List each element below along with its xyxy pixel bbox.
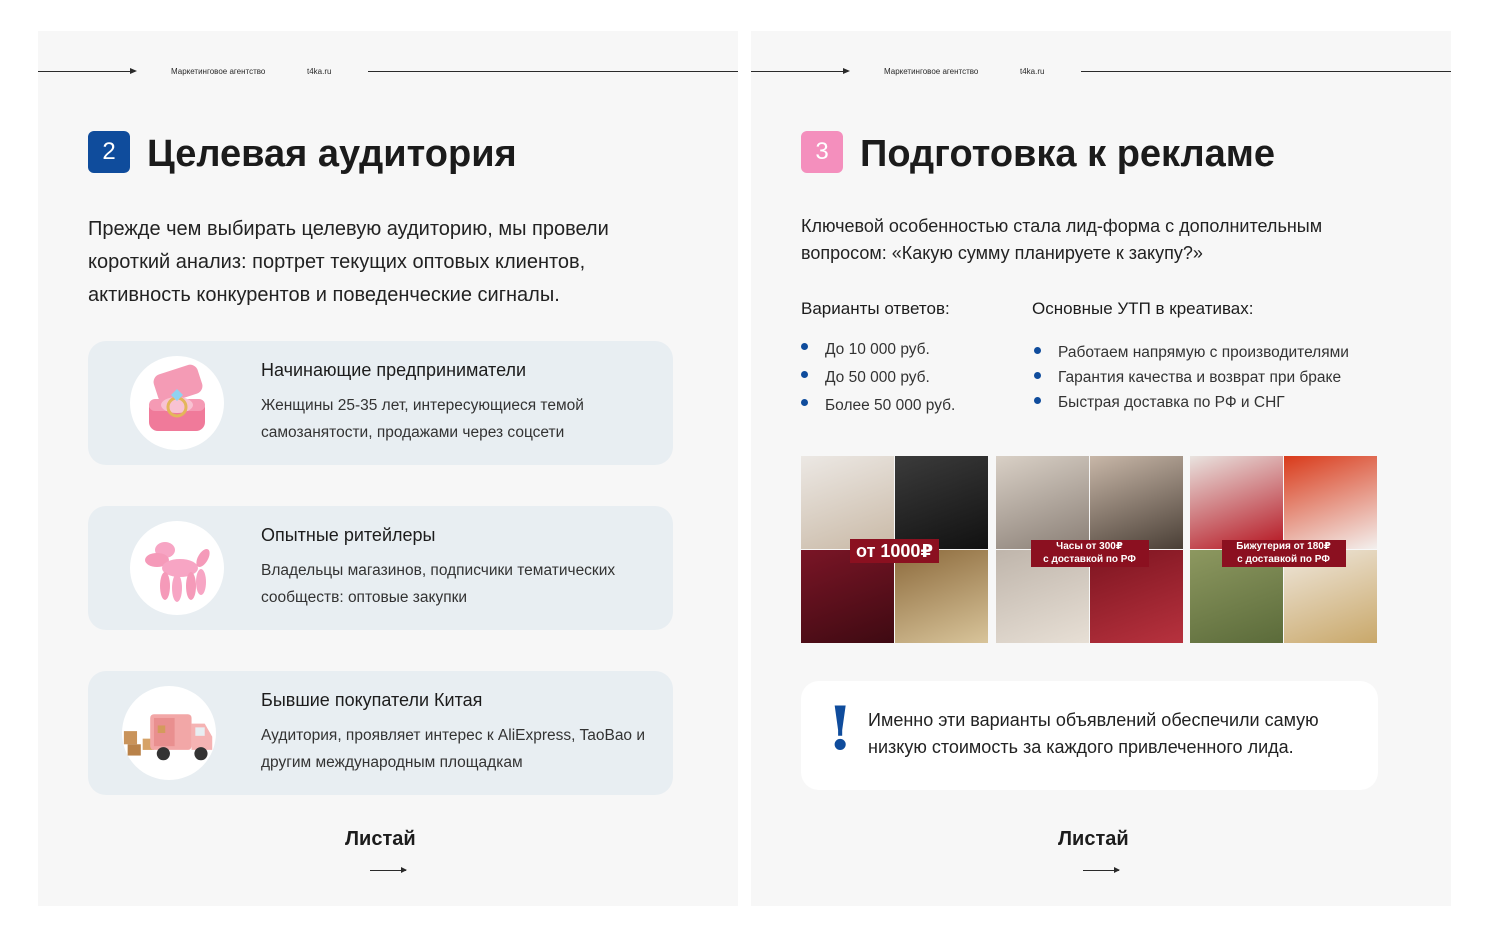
step-number-badge: 2 [88, 131, 130, 173]
slide-target-audience [38, 31, 738, 906]
watches-photo [996, 456, 1089, 549]
card-title: Начинающие предприниматели [261, 360, 527, 380]
list-item: Более 50 000 руб. [801, 392, 955, 420]
bullet-icon [801, 371, 808, 378]
lead-text: Ключевой особенностью стала лид-форма с дополнительным вопросом: «Какую сумму планируете к закупу?» [801, 216, 1323, 263]
header-arrow-line [751, 71, 848, 72]
answers-list [801, 336, 955, 420]
slide-title: Целевая аудитория [147, 133, 517, 175]
bags-photo [801, 456, 894, 549]
creative-watches [996, 456, 1183, 643]
delivery-truck-icon [122, 686, 216, 780]
slide-ad-preparation [751, 31, 1451, 906]
bags-photo [895, 456, 988, 549]
step-number-badge: 3 [801, 131, 843, 173]
card-description: Аудитория, проявляет интерес к AliExpress, TaoBao и другим международным площадкам [261, 727, 646, 771]
jewelry-photo [1190, 456, 1283, 549]
ring-box-icon [130, 356, 224, 450]
intro-text: Прежде чем выбирать целевую аудиторию, мы провели короткий анализ: портрет текущих оптовых клиентов, активность конкурентов и поведенческие сигналы. [88, 218, 609, 306]
arrow-right-icon[interactable] [370, 870, 406, 871]
bullet-icon [1034, 347, 1041, 354]
creative-jewelry [1190, 456, 1377, 643]
card-description: Женщины 25-35 лет, интересующиеся темой самозанятости, продажами через соцсети [261, 397, 584, 441]
watches-photo [1090, 456, 1183, 549]
creative-price-label: Часы от 300₽ с доставкой по РФ [996, 540, 1183, 567]
agency-label: Маркетинговое агентство [884, 67, 979, 76]
card-title: Опытные ритейлеры [261, 525, 436, 545]
creative-price-label: от 1000₽ [801, 539, 988, 563]
creative-bags [801, 456, 988, 643]
audience-card [88, 671, 673, 795]
bags-photo [895, 550, 988, 643]
swipe-label[interactable]: Листай [345, 828, 416, 850]
slide-header [38, 67, 738, 77]
jewelry-photo [1284, 456, 1377, 549]
bags-photo [801, 550, 894, 643]
balloon-dog-icon [130, 521, 224, 615]
creatives-gallery [801, 456, 1378, 643]
usp-list [1034, 340, 1349, 415]
conclusion-note [801, 681, 1378, 790]
list-item: До 50 000 руб. [801, 364, 955, 392]
arrow-right-icon [130, 68, 137, 74]
creative-price-label: Бижутерия от 180₽ с доставкой по РФ [1190, 540, 1377, 567]
bullet-icon [1034, 372, 1041, 379]
header-rule [368, 71, 738, 72]
list-item: Быстрая доставка по РФ и СНГ [1034, 390, 1349, 415]
card-description: Владельцы магазинов, подписчики тематических сообществ: оптовые закупки [261, 562, 616, 606]
arrow-right-icon[interactable] [1083, 870, 1119, 871]
arrow-right-icon [843, 68, 850, 74]
bullet-icon [801, 399, 808, 406]
answers-heading: Варианты ответов: [801, 299, 950, 318]
slide-title: Подготовка к рекламе [860, 133, 1276, 175]
card-title: Бывшие покупатели Китая [261, 690, 483, 710]
note-text: Именно эти варианты объявлений обеспечили самую низкую стоимость за каждого привлеченного лида. [868, 710, 1319, 757]
usp-heading: Основные УТП в креативах: [1032, 299, 1254, 318]
site-link[interactable]: t4ka.ru [307, 67, 332, 76]
bullet-icon [1034, 397, 1041, 404]
audience-card [88, 341, 673, 465]
swipe-label[interactable]: Листай [1058, 828, 1129, 850]
header-arrow-line [38, 71, 135, 72]
list-item: Гарантия качества и возврат при браке [1034, 365, 1349, 390]
agency-label: Маркетинговое агентство [171, 67, 266, 76]
site-link[interactable]: t4ka.ru [1020, 67, 1045, 76]
list-item: Работаем напрямую с производителями [1034, 340, 1349, 365]
audience-card [88, 506, 673, 630]
slide-header [751, 67, 1451, 77]
header-rule [1081, 71, 1451, 72]
exclamation-icon: ! [827, 694, 854, 764]
list-item: До 10 000 руб. [801, 336, 955, 364]
bullet-icon [801, 343, 808, 350]
